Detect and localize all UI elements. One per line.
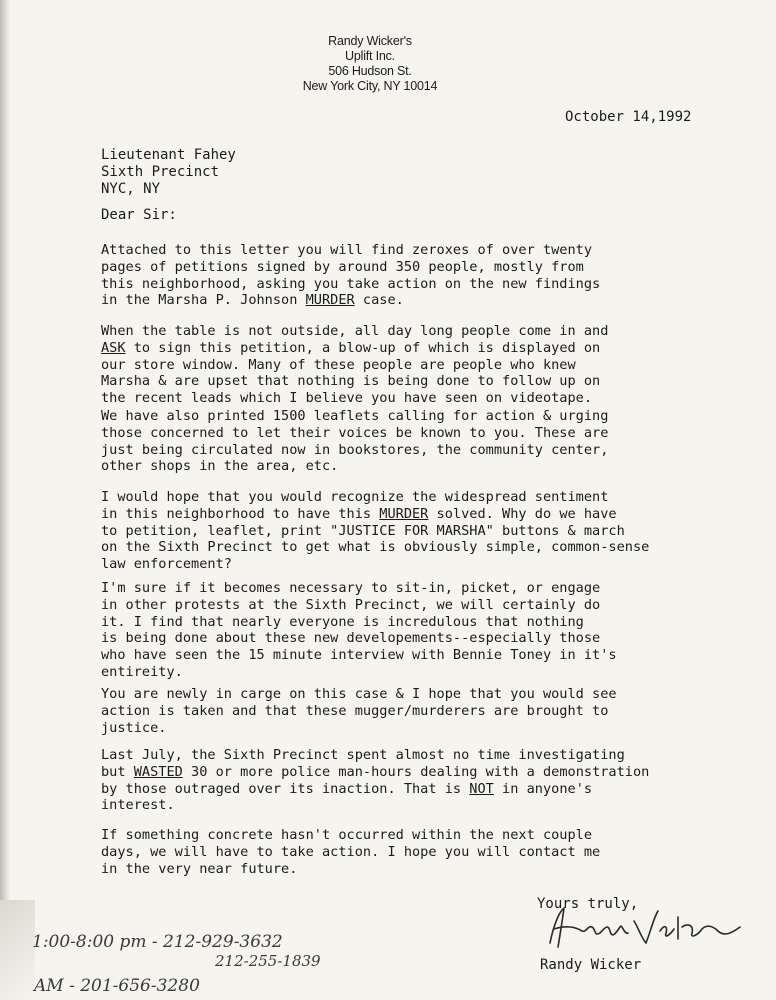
addressee-block [101, 147, 236, 198]
paragraph-7 [101, 747, 711, 814]
paragraph-line: ASK to sign this petition, a blow-up of which is displayed on [101, 339, 601, 356]
letterhead [250, 34, 490, 94]
letterhead-company: Uplift Inc. [345, 49, 395, 63]
paragraph-line: entireity. [101, 663, 183, 680]
paragraph-line: in the Marsha P. Johnson MURDER case. [101, 292, 404, 309]
paragraph-line: We have also printed 1500 leaflets calling for action & urging [101, 408, 609, 424]
paragraph-line: Marsha & are upset that nothing is being done to follow up on [101, 373, 601, 390]
page-edge-shadow [0, 0, 10, 1000]
letterhead-city: New York City, NY 10014 [302, 79, 438, 93]
salutation: Dear Sir: [101, 207, 177, 223]
paragraph-line: on the Sixth Precinct to get what is obviously simple, common-sense [101, 539, 650, 556]
paragraph-line: I would hope that you would recognize the widespread sentiment [101, 489, 609, 505]
handwritten-signature [542, 903, 747, 953]
closing: Yours truly, [537, 896, 639, 912]
paragraph-line: When the table is not outside, all day long people come in and [101, 323, 609, 339]
paragraph-5 [101, 580, 711, 681]
paragraph-line: law enforcement? [101, 556, 232, 573]
paragraph-line: this neighborhood, asking you take action on the new findings [101, 275, 601, 292]
paragraph-line: pages of petitions signed by around 350 people, mostly from [101, 258, 584, 275]
handwritten-note: 1:00-8:00 pm - 212-929-3632 [32, 932, 283, 952]
underlined-word: MURDER [379, 505, 429, 522]
paragraph-line: in other protests at the Sixth Precinct, we will certainly do [101, 596, 601, 613]
paragraph-line: to petition, leaflet, print "JUSTICE FOR MARSHA" buttons & march [101, 522, 625, 539]
paragraph-line: justice. [101, 719, 167, 736]
addressee-line: Sixth Precinct [101, 164, 220, 180]
paragraph-line: in the very near future. [101, 860, 298, 877]
paragraph-line: If something concrete hasn't occurred within the next couple [101, 827, 593, 843]
signer-name: Randy Wicker [540, 957, 642, 973]
paragraph-line: Attached to this letter you will find zeroxes of over twenty [101, 242, 593, 258]
paragraph-line: action is taken and that these mugger/murderers are brought to [101, 702, 609, 719]
paragraph-line: I'm sure if it becomes necessary to sit-in, picket, or engage [101, 580, 601, 596]
paragraph-line: by those outraged over its inaction. That is NOT in anyone's [101, 780, 593, 797]
paragraph-line: in this neighborhood to have this MURDER solved. Why do we have [101, 505, 617, 522]
handwritten-note: AM - 201-656-3280 [34, 976, 200, 996]
paragraph-2 [101, 323, 711, 407]
paragraph-line: those concerned to let their voices be known to you. These are [101, 424, 609, 441]
letterhead-street: 506 Hudson St. [328, 64, 412, 78]
paragraph-line: our store window. Many of these people are people who knew [101, 356, 576, 373]
paragraph-8 [101, 827, 711, 877]
paragraph-line: other shops in the area, etc. [101, 458, 339, 475]
paragraph-1 [101, 242, 711, 309]
paragraph-6 [101, 686, 711, 736]
paragraph-line: just being circulated now in bookstores, the community center, [101, 441, 609, 458]
underlined-word: ASK [101, 339, 126, 356]
paragraph-line: Last July, the Sixth Precinct spent almost no time investigating [101, 747, 625, 763]
paragraph-line: who have seen the 15 minute interview with Bennie Toney in it's [101, 647, 617, 664]
paragraph-line: the recent leads which I believe you have seen on videotape. [101, 390, 593, 407]
underlined-word: WASTED [133, 763, 183, 780]
paragraph-line: days, we will have to take action. I hope you will contact me [101, 843, 601, 860]
underlined-word: MURDER [305, 292, 355, 309]
handwritten-note: 212-255-1839 [215, 952, 321, 970]
letterhead-name: Randy Wicker's [328, 34, 412, 48]
addressee-line: NYC, NY [101, 181, 161, 197]
paragraph-4 [101, 489, 711, 573]
paragraph-3 [101, 408, 711, 475]
paragraph-line: You are newly in carge on this case & I hope that you would see [101, 686, 617, 702]
paragraph-line: it. I find that nearly everyone is incredulous that nothing [101, 613, 584, 630]
addressee-line: Lieutenant Fahey [101, 147, 236, 163]
letter-date: October 14,1992 [565, 109, 692, 125]
paragraph-line: interest. [101, 797, 175, 814]
underlined-word: NOT [469, 780, 494, 797]
paragraph-line: but WASTED 30 or more police man-hours dealing with a demonstration [101, 763, 650, 780]
handwritten-phone-notes [30, 925, 390, 997]
paragraph-line: is being done about these new developements--especially those [101, 630, 601, 647]
